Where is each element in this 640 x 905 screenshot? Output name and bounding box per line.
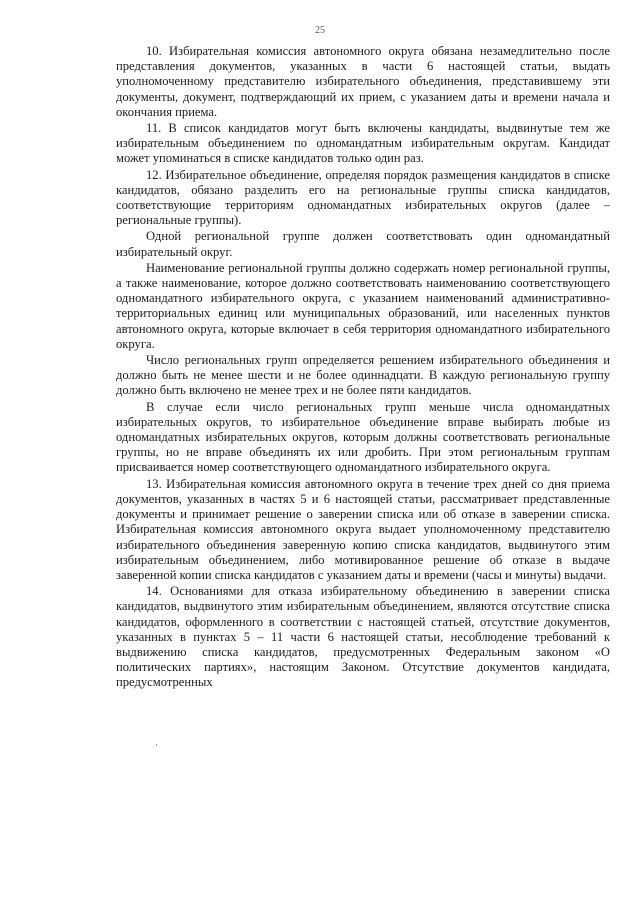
page-number: 25 [315, 25, 325, 36]
paragraph-11: 11. В список кандидатов могут быть включены кандидаты, выдвинутые тем же избирательным объединением по одномандатным избирательным округам. Кандидат может упоминаться в списке кандидатов только один раз. [116, 121, 610, 166]
paragraph-12: 12. Избирательное объединение, определяя порядок размещения кандидатов в списке кандидатов, обязано разделить его на региональные группы списка кандидатов, соответствующие территориям одномандатных избирательных округов (далее – региональные группы). [116, 167, 610, 228]
paragraph-13: 13. Избирательная комиссия автономного округа в течение трех дней со дня приема документов, указанных в частях 5 и 6 настоящей статьи, рассматривает представленные документы и принимает решение о заверении списка или об отказе в заверении списка. Избирательная комиссия автономного округа выдает уполномоченному представителю избирательного объединения заверенную копию списка кандидатов, выдвинутого этим избирательным объединением, либо мотивированное решение об отказе в выдаче заверенной копии списка кандидатов с указанием даты и времени (часы и минуты) выдачи. [116, 476, 610, 582]
paragraph-14: 14. Основаниями для отказа избирательному объединению в заверении списка кандидатов, выдвинутого этим избирательным объединением, являются отсутствие списка кандидатов, оформленного в соответствии с настоящей статьей, отсутствие документов, указанных в пунктах 5 – 11 части 6 настоящей статьи, несоблюдение требований к выдвижению списка кандидатов, предусмотренных Федеральным законом «О политических партиях», настоящим Законом. Отсутствие документов кандидата, предусмотренных [116, 584, 610, 690]
paragraph-12-group-rule: Одной региональной группе должен соответствовать один одномандатный избирательный округ. [116, 229, 610, 259]
document-body [116, 44, 610, 692]
paragraph-12-group-count: Число региональных групп определяется решением избирательного объединения и должно быть не менее шести и не более одиннадцати. В каждую региональную группу должно быть включено не менее трех и не более пяти кандидатов. [116, 353, 610, 398]
scan-speck [156, 744, 157, 746]
paragraph-12-fewer-groups: В случае если число региональных групп меньше числа одномандатных избирательных округов, то избирательное объединение вправе выбирать любые из одномандатных избирательных округов, которым должны соответствовать региональные группы, но не вправе объединять их или дробить. При этом региональным группам присваивается номер соответствующего одномандатного избирательного округа. [116, 399, 610, 475]
paragraph-10: 10. Избирательная комиссия автономного округа обязана незамедлительно после представления документов, указанных в части 6 настоящей статьи, выдать уполномоченному представителю избирательного объединения, представившему эти документы, документ, подтверждающий их прием, с указанием даты и времени начала и окончания приема. [116, 44, 610, 119]
paragraph-12-group-name: Наименование региональной группы должно содержать номер региональной группы, а также наименование, которое должно соответствовать наименованию соответствующего одномандатного избирательного округа, с указанием наименований административно-территориальных единиц или муниципальных образований, или населенных пунктов автономного округа, которые включает в себя территория одномандатного избирательного округа. [116, 260, 610, 351]
